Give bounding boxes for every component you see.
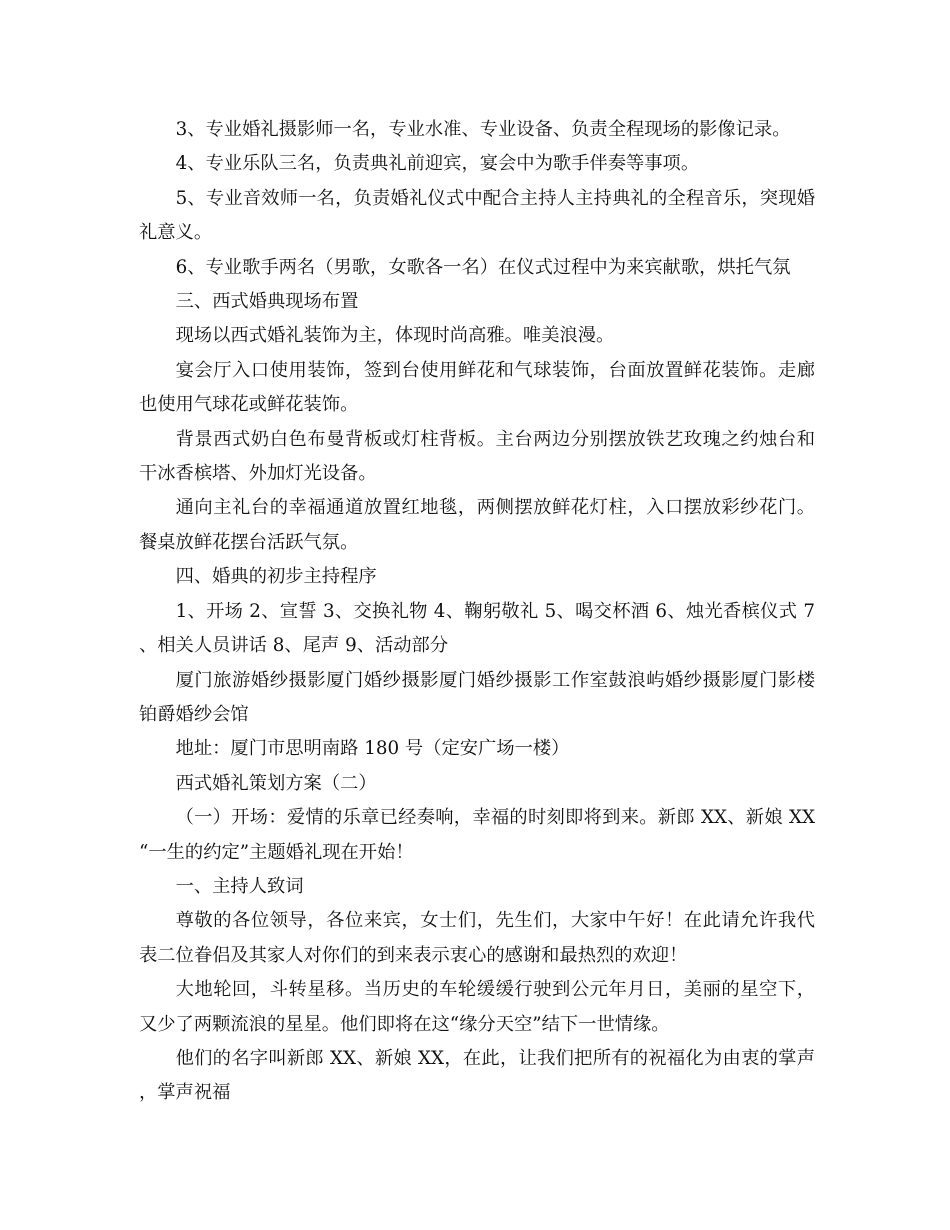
section-heading-plan-two: 西式婚礼策划方案（二） (175, 772, 377, 794)
paragraph-stars: 大地轮回，斗转星移。当历史的车轮缓缓行驶到公元年月日，美丽的星空下，又少了两颗流浪的星星。他们即将在这“缘分天空”结下一世情缘。 (139, 979, 815, 1035)
paragraph-address: 地址：厦门市思明南路 180 号（定安广场一楼） (175, 738, 570, 760)
paragraph-backdrop: 背景西式奶白色布曼背板或灯柱背板。主台两边分别摆放铁艺玫瑰之约烛台和干冰香槟塔、外加灯光设备。 (139, 428, 815, 485)
section-heading-host-speech: 一、主持人致词 (175, 875, 304, 897)
paragraph-staff-band: 4、专业乐队三名，负责典礼前迎宾，宴会中为歌手伴奏等事项。 (175, 153, 700, 175)
paragraph-staff-sound-engineer: 5、专业音效师一名，负责婚礼仪式中配合主持人主持典礼的全程音乐，突现婚礼意义。 (139, 187, 815, 244)
section-heading-venue-layout: 三、西式婚典现场布置 (175, 291, 359, 313)
document-page (139, 113, 815, 1111)
paragraph-blessing: 他们的名字叫新郎 XX、新娘 XX，在此，让我们把所有的祝福化为由衷的掌声，掌声祝福 (139, 1047, 815, 1104)
paragraph-staff-photographer: 3、专业婚礼摄影师一名，专业水准、专业设备、负责全程现场的影像记录。 (175, 119, 791, 140)
paragraph-staff-singers: 6、专业歌手两名（男歌，女歌各一名）在仪式过程中为来宾献歌，烘托气氛 (175, 256, 791, 278)
paragraph-program-steps: 1、开场 2、宣誓 3、交换礼物 4、鞠躬敬礼 5、喝交杯酒 6、烛光香槟仪式 7、相关人员讲话 8、尾声 9、活动部分 (139, 600, 815, 657)
paragraph-studio-keywords: 厦门旅游婚纱摄影厦门婚纱摄影厦门婚纱摄影工作室鼓浪屿婚纱摄影厦门影楼铂爵婚纱会馆 (139, 669, 815, 725)
paragraph-opening: （一）开场：爱情的乐章已经奏响，幸福的时刻即将到来。新郎 XX、新娘 XX“一生的约定”主题婚礼现在开始！ (139, 807, 815, 863)
section-heading-host-program: 四、婚典的初步主持程序 (175, 566, 377, 588)
paragraph-venue-style: 现场以西式婚礼装饰为主，体现时尚高雅。唯美浪漫。 (175, 325, 615, 347)
paragraph-entrance-decor: 宴会厅入口使用装饰，签到台使用鲜花和气球装饰，台面放置鲜花装饰。走廊也使用气球花或鲜花装饰。 (139, 359, 815, 416)
paragraph-aisle: 通向主礼台的幸福通道放置红地毯，两侧摆放鲜花灯柱，入口摆放彩纱花门。餐桌放鲜花摆台活跃气氛。 (139, 497, 815, 553)
paragraph-welcome: 尊敬的各位领导，各位来宾，女士们，先生们，大家中午好！在此请允许我代表二位眷侣及其家人对你们的到来表示衷心的感谢和最热烈的欢迎！ (139, 910, 815, 966)
